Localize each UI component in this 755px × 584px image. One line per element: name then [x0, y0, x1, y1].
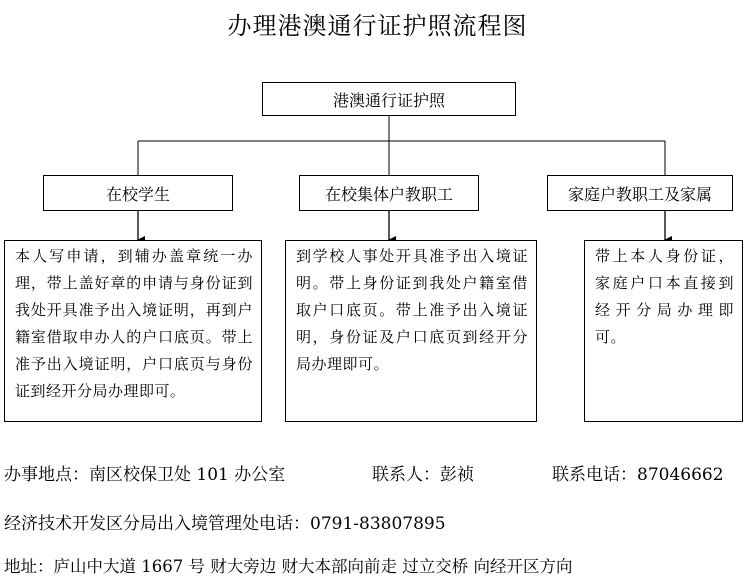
page-title: 办理港澳通行证护照流程图 — [227, 12, 528, 40]
category-node-collective-staff — [299, 175, 479, 211]
address: 地址：庐山中大道 1667 号 财大旁边 财大本部向前走 过立交桥 向经开区方向 — [4, 557, 573, 576]
category-label-family-staff: 家庭户教职工及家属 — [567, 184, 712, 204]
description-collective-staff: 到学校人事处开具准予出入境证明。带上身份证到我处户籍室借取户口底页。带上准予出入境证明，身份证及户口底页到经开分局办理即可。 — [285, 240, 537, 422]
description-students: 本人写申请，到辅办盖章统一办理，带上盖好章的申请与身份证到我处开具准予出入境证明，再到户籍室借取申办人的户口底页。带上准予出入境证明，户口底页与身份证到经开分局办理即可。 — [4, 240, 262, 422]
contact-person: 联系人：彭祯 — [372, 465, 474, 485]
root-node-label: 港澳通行证护照 — [332, 90, 445, 110]
office-location: 办事地点：南区校保卫处 101 办公室 — [4, 465, 286, 485]
category-label-students: 在校学生 — [105, 184, 170, 204]
category-node-family-staff — [547, 175, 733, 211]
root-node — [262, 82, 516, 116]
description-family-staff: 带上本人身份证，家庭户口本直接到经开分局办理即可。 — [584, 240, 743, 422]
branch-phone: 经济技术开发区分局出入境管理处电话：0791-83807895 — [4, 514, 446, 534]
category-label-collective-staff: 在校集体户教职工 — [324, 184, 453, 204]
contact-phone: 联系电话：87046662 — [552, 465, 724, 485]
category-node-students — [43, 175, 233, 211]
